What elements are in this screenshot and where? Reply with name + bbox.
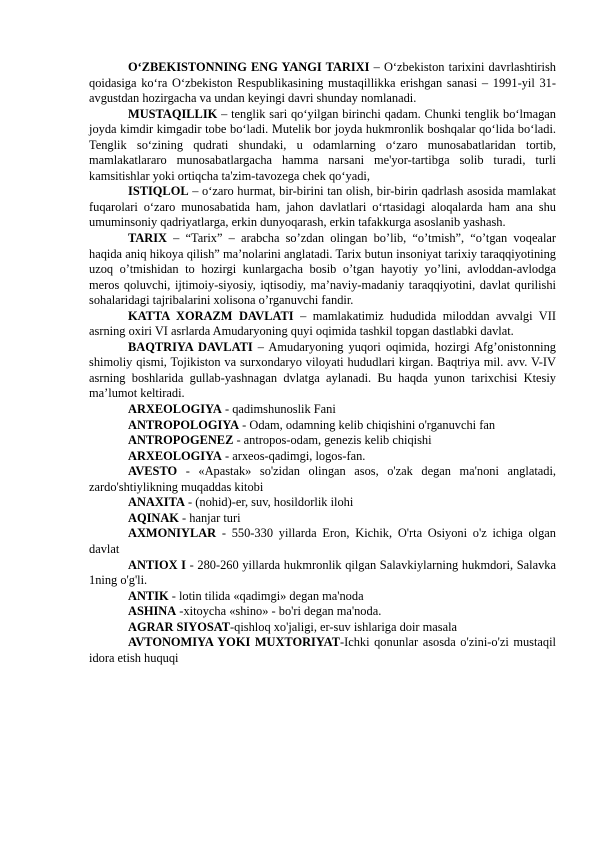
entry-separator: - [239, 417, 250, 432]
entry-separator: - [176, 604, 184, 619]
entry-term: ANAXITA [128, 495, 185, 510]
glossary-entry [89, 433, 556, 449]
entry-separator: – [293, 308, 313, 323]
glossary-entry [89, 60, 556, 107]
entry-separator: – [188, 184, 203, 199]
entry-definition: (nohid)-er, suv, hosildorlik ilohi [195, 495, 354, 510]
glossary-entry [89, 620, 556, 636]
entry-separator: - [221, 402, 233, 417]
entry-definition: antropos-odam, genezis kelib chiqishi [243, 433, 432, 448]
glossary-entry [89, 418, 556, 434]
glossary-entry [89, 495, 556, 511]
glossary-entry [89, 449, 556, 465]
glossary-entry [89, 464, 556, 495]
glossary-entry [89, 402, 556, 418]
entry-term: TARIX [128, 231, 168, 246]
entry-separator: - [216, 526, 232, 541]
glossary-entry [89, 604, 556, 620]
glossary-entry [89, 184, 556, 231]
entry-term: AVESTO [128, 464, 178, 479]
glossary-entry [89, 511, 556, 527]
entry-term: ARXEOLOGIYA [128, 402, 222, 417]
entry-definition: xitoycha «shino» - bo'ri degan ma'noda. [183, 604, 382, 619]
entry-term: O‘ZBEKISTONNING ENG YANGI TARIXI [128, 60, 370, 74]
entry-definition: qishloq xo'jaligi, er-suv ishlariga doir masala [234, 619, 458, 634]
entry-definition: O‘zbekiston tarixini davrlashtirish qoidasiga ko‘ra O‘zbekiston Respublikasining mustaqillikka erishgan sanasi – 1991-yil 31-avgustdan hozirgacha va undan keyingi davri shunday nomlanadi. [89, 60, 556, 106]
entry-separator: - [221, 448, 233, 463]
entry-definition: 550-330 yillarda Eron, Kichik, O'rta Osiyoni o'z ichiga olgan davlat [89, 526, 556, 556]
entry-definition: hanjar turi [189, 510, 241, 525]
entry-definition: Amudaryoning yuqori oqimida, hozirgi Afg’onistonning shimoliy qismi, Tojikiston va surxondaryo viloyati hududlari kirgan. Baqtriya mil. avv. V-IV asrning boshlarida gullab-yashnagan dvlatga aylanadi. Bu haqda yunon tarixchisi Ktesiy ma’lumot keltiradi. [89, 339, 556, 401]
glossary-entry [89, 526, 556, 557]
entry-definition: 280-260 yillarda hukmronlik qilgan Salavkiylarning hukmdori, Salavka 1ning o'g'li. [89, 557, 556, 588]
entry-separator: - [178, 510, 190, 525]
entry-separator: - [177, 464, 199, 479]
entry-definition: qadimshunoslik Fani [232, 402, 336, 417]
entry-term: MUSTAQILLIK [128, 106, 218, 121]
entry-term: ANTIOX I [128, 557, 187, 572]
glossary-entry [89, 107, 556, 185]
entry-separator: - [230, 619, 235, 634]
entry-term: ANTROPOGENEZ [128, 433, 234, 448]
entry-term: AXMONIYLAR [128, 526, 217, 541]
entry-separator: - [186, 557, 198, 572]
entry-definition: “Tarix” – arabcha so’zdan olingan bo’lib, “o’tmish”, “o’tgan voqealar haqida aniq hikoya qilish” ma’nolarini anglatadi. Tarix butun insoniyat tarixiy taraqqiyotining uzoq o’tmishidan to hozirgi kunlargacha bosib o’tgan hayotiy yo’lini, avloddan-avlodga meros qoluvchi, ijtimoiy-siyosiy, iqtisodiy, ma’naviy-madaniy taraqqiyotini, davlat qurilishi sohalaridagi tajribalarini xolisona o’rganuvchi fandir. [89, 231, 557, 308]
entry-term: ASHINA [128, 604, 177, 619]
entry-separator: – [217, 106, 232, 121]
entry-definition: mamlakatimiz hududida miloddan avvalgi VII asrning oxiri VI asrlarda Amudaryoning quyi oqimida tashkil topgan dastlabki davlat. [89, 308, 556, 339]
entry-term: BAQTRIYA DAVLATI [128, 339, 253, 354]
entry-definition: tenglik sari qo‘yilgan birinchi qadam. Chunki tenglik bo‘lmagan joyda kimdir kimgadir tobe bo‘ladi. Mutelik bor joyda hukmronlik boshqalar qo‘lida bo‘ladi. Tenglik so‘zining qudrati shundaki, u odamlarning o‘zaro munosabatlaridan tortib, mamlakatlararo munosabatlargacha hamma narsani me'yor-tartibga solib turadi, turli kamsitishlar yoki ortiqcha ta'zim-tavozega chek qo‘yadi, [89, 106, 557, 183]
entry-separator: - [168, 588, 179, 603]
entry-term: ARXEOLOGIYA [128, 448, 222, 463]
entry-definition: Ichki qonunlar asosda o'zini-o'zi mustaqil idora etish huquqi [89, 635, 556, 665]
entry-definition: arxeos-qadimgi, logos-fan. [232, 448, 366, 463]
entry-definition: o‘zaro hurmat, bir-birini tan olish, bir-birin qadrlash asosida mamlakat fuqarolari o‘zaro munosabatida ham, jahon davlatlari o‘rtasidagi aloqalarda ham ana shu umuminsoniy qadriyatlarga, erkin dunyoqarash, erkin tafakkurga asoslanib yashash. [89, 184, 556, 230]
entry-term: ANTIK [128, 588, 169, 603]
entry-separator: – [252, 339, 269, 354]
entry-separator: – [369, 60, 384, 74]
glossary-entry [89, 340, 556, 402]
entry-term: AGRAR SIYOSAT [128, 619, 231, 634]
entry-term: ISTIQLOL [128, 184, 189, 199]
entry-definition: lotin tilida «qadimgi» degan ma'noda [178, 588, 364, 603]
glossary-entry [89, 635, 556, 666]
glossary-entry [89, 309, 556, 340]
entry-separator: - [233, 433, 244, 448]
entry-definition: Odam, odamning kelib chiqishini o'rganuvchi fan [249, 417, 496, 432]
entry-definition: «Apastak» so'zidan olingan asos, o'zak degan ma'noni anglatadi, zardo'shtiylikning muqaddas kitobi [89, 464, 556, 494]
glossary-entries [89, 60, 556, 666]
glossary-entry [89, 558, 556, 589]
entry-term: AVTONOMIYA YOKI MUXTORIYAT [128, 635, 340, 650]
entry-separator: - [184, 495, 196, 510]
entry-term: KATTA XORAZM DAVLATI [128, 308, 294, 323]
entry-separator: – [167, 231, 186, 246]
entry-term: AQINAK [128, 510, 179, 525]
entry-term: ANTROPOLOGIYA [128, 417, 240, 432]
entry-separator: - [339, 635, 345, 650]
glossary-entry [89, 589, 556, 605]
glossary-entry [89, 231, 556, 309]
